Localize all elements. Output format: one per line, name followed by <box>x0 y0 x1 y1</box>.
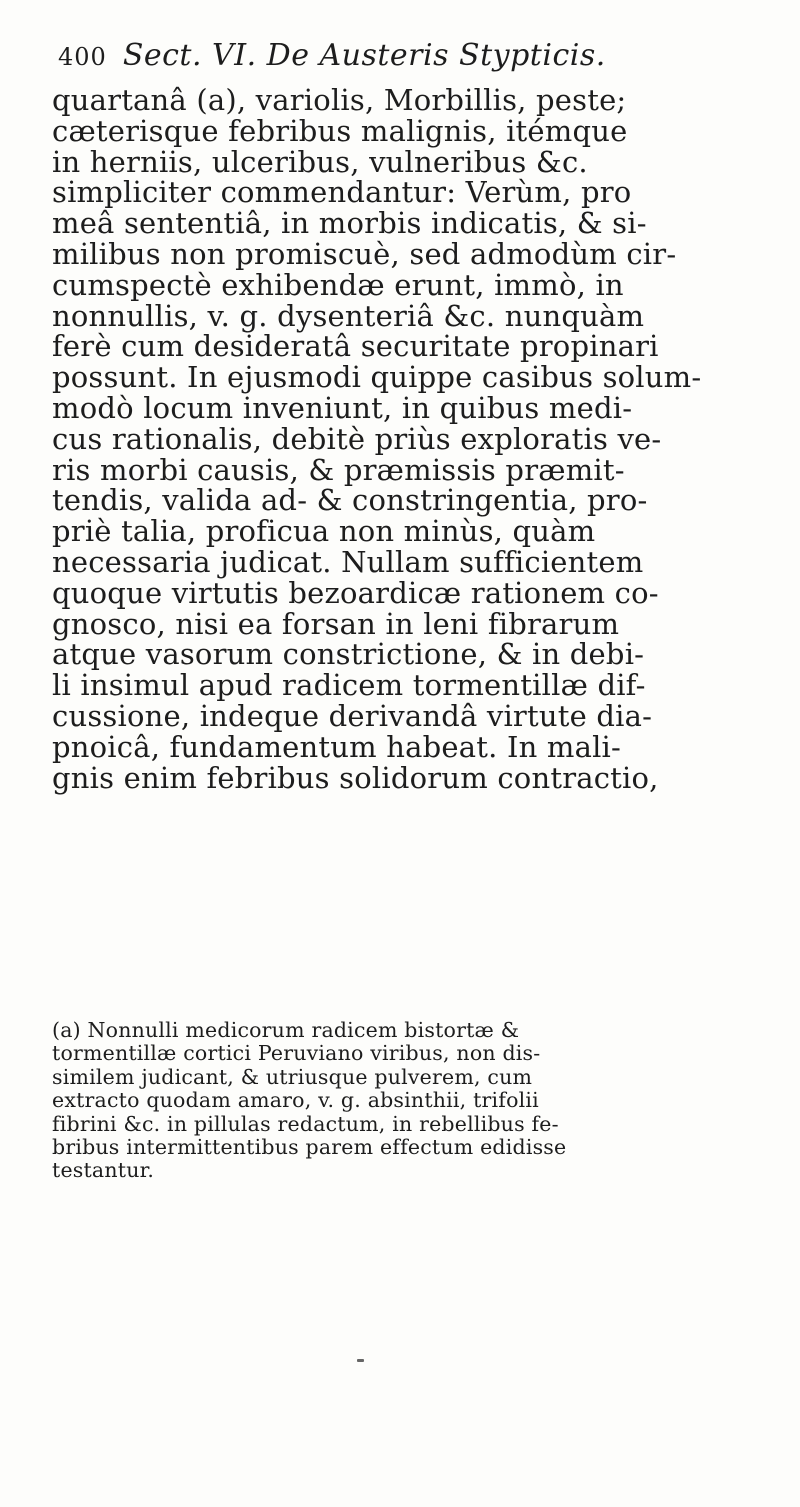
text-line: modò locum inveniunt, in quibus medi- <box>52 390 633 425</box>
text-line: cussione, indeque derivandâ virtute dia- <box>52 698 653 733</box>
text-line: in herniis, ulceribus, vulneribus &c. <box>52 144 588 179</box>
footnote-line: bribus intermittentibus parem effectum edidisse <box>52 1134 567 1159</box>
text-line: quartanâ (a), variolis, Morbillis, peste; <box>52 83 627 117</box>
page-header <box>58 38 758 86</box>
text-line: cumspectè exhibendæ erunt, immò, in <box>52 267 624 302</box>
ink-speck <box>357 1359 364 1362</box>
footnote-line: fibrini &c. in pillulas redactum, in rebellibus fe- <box>52 1111 559 1136</box>
text-line: necessaria judicat. Nullam sufficientem <box>52 544 644 579</box>
text-line: gnosco, nisi ea forsan in leni fibrarum <box>52 606 620 641</box>
text-line: cus rationalis, debitè priùs exploratis ve- <box>52 421 662 456</box>
main-text <box>52 85 762 793</box>
text-line: milibus non promiscuè, sed admodùm cir- <box>52 236 677 271</box>
text-line: ferè cum desideratâ securitate propinari <box>52 329 659 364</box>
text-line: nonnullis, v. g. dysenteriâ &c. nunquàm <box>52 298 645 333</box>
text-line: gnis enim febribus solidorum contractio, <box>52 760 659 795</box>
text-line: possunt. In ejusmodi quippe casibus solum- <box>52 360 702 395</box>
text-line: quoque virtutis bezoardicæ rationem co- <box>52 575 659 610</box>
running-head: Sect. VI. De Austeris Stypticis. <box>122 38 606 73</box>
text-line: cæterisque febribus malignis, itémque <box>52 113 628 148</box>
footnote-line: tormentillæ cortici Peruviano viribus, non dis- <box>52 1041 541 1066</box>
page-number: 400 <box>58 43 107 71</box>
text-line: pnoicâ, fundamentum habeat. In mali- <box>52 729 622 764</box>
footnote-line: testantur. <box>52 1158 155 1183</box>
text-line: simpliciter commendantur: Verùm, pro <box>52 175 632 210</box>
text-line: atque vasorum constrictione, & in debi- <box>52 637 645 672</box>
text-line: ris morbi causis, & præmissis præmit- <box>52 452 625 487</box>
text-line: meâ sententiâ, in morbis indicatis, & si- <box>52 206 647 241</box>
footnote-line: extracto quodam amaro, v. g. absinthii, trifolii <box>52 1088 539 1113</box>
footnote-line: (a) Nonnulli medicorum radicem bistortæ & <box>52 1018 520 1042</box>
text-line: priè talia, proficua non minùs, quàm <box>52 514 596 549</box>
text-line: li insimul apud radicem tormentillæ dif- <box>52 668 646 703</box>
footnote <box>52 1019 762 1183</box>
footnote-line: similem judicant, & utriusque pulverem, cum <box>52 1064 533 1089</box>
text-line: tendis, valida ad- & constringentia, pro- <box>52 483 648 518</box>
